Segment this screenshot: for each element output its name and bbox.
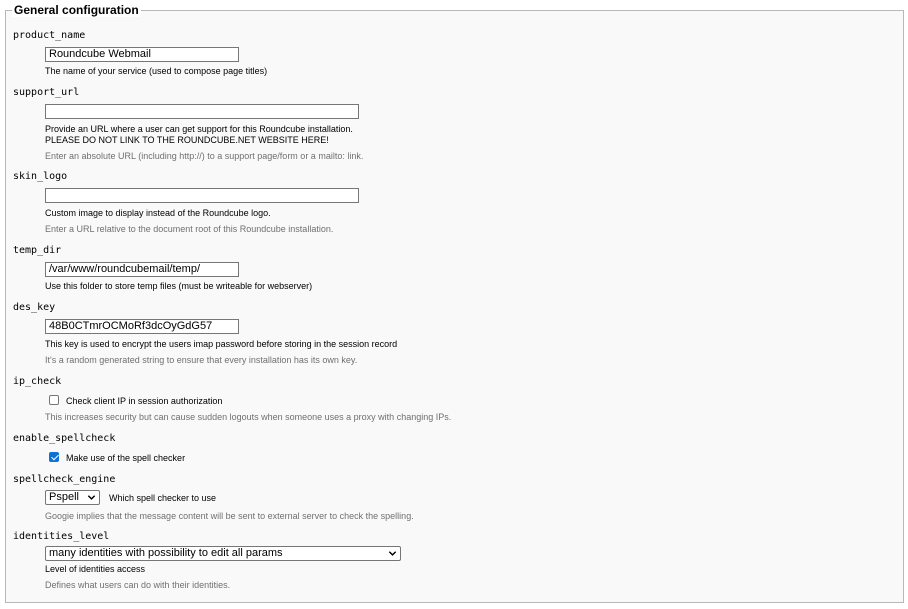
ip-check-checkbox-label[interactable]: Check client IP in session authorization (66, 396, 223, 406)
fieldset-legend: General configuration (14, 3, 139, 17)
support-url-label: support_url (13, 87, 80, 98)
spellcheck-engine-select[interactable] (45, 490, 100, 505)
support-url-hint: Provide an URL where a user can get support for this Roundcube installation. (45, 124, 353, 134)
spellcheck-engine-selected: Pspell (49, 491, 79, 503)
skin-logo-hint: Custom image to display instead of the Roundcube logo. (45, 208, 271, 218)
chevron-down-icon (388, 549, 397, 558)
identities-level-selected: many identities with possibility to edit all params (49, 547, 283, 559)
skin-logo-note: Enter a URL relative to the document root of this Roundcube installation. (45, 224, 334, 234)
identities-level-select[interactable] (45, 546, 401, 561)
product-name-hint: The name of your service (used to compose page titles) (45, 66, 268, 76)
ip-check-checkbox[interactable] (49, 395, 59, 405)
identities-level-label: identities_level (13, 531, 110, 542)
des-key-note: It's a random generated string to ensure that every installation has its own key. (45, 355, 358, 365)
ip-check-note: This increases security but can cause sudden logouts when someone uses a proxy with changing IPs. (45, 412, 452, 422)
support-url-note: Enter an absolute URL (including http://) to a support page/form or a mailto: link. (45, 151, 364, 161)
skin-logo-label: skin_logo (13, 171, 68, 182)
identities-level-note: Defines what users can do with their identities. (45, 580, 231, 590)
des-key-hint: This key is used to encrypt the users imap password before storing in the session record (45, 339, 398, 349)
temp-dir-label: temp_dir (13, 245, 62, 256)
enable-spellcheck-checkbox[interactable] (49, 452, 59, 462)
enable-spellcheck-label: enable_spellcheck (13, 433, 116, 444)
product-name-input[interactable]: Roundcube Webmail (45, 47, 239, 62)
ip-check-label: ip_check (13, 376, 62, 387)
enable-spellcheck-checkbox-label[interactable]: Make use of the spell checker (66, 453, 186, 463)
product-name-label: product_name (13, 30, 86, 41)
spellcheck-engine-hint: Which spell checker to use (109, 493, 217, 503)
spellcheck-engine-note: Googie implies that the message content will be sent to external server to check the spelling. (45, 511, 414, 521)
temp-dir-input[interactable]: /var/www/roundcubemail/temp/ (45, 262, 239, 277)
support-url-input[interactable] (45, 104, 359, 119)
temp-dir-hint: Use this folder to store temp files (must be writeable for webserver) (45, 281, 313, 291)
des-key-input[interactable]: 48B0CTmrOCMoRf3dcOyGdG57 (45, 319, 239, 334)
chevron-down-icon (87, 493, 96, 502)
skin-logo-input[interactable] (45, 188, 359, 203)
support-url-warning: PLEASE DO NOT LINK TO THE ROUNDCUBE.NET WEBSITE HERE! (45, 135, 329, 145)
identities-level-hint: Level of identities access (45, 564, 146, 574)
des-key-label: des_key (13, 302, 56, 313)
spellcheck-engine-label: spellcheck_engine (13, 474, 116, 485)
